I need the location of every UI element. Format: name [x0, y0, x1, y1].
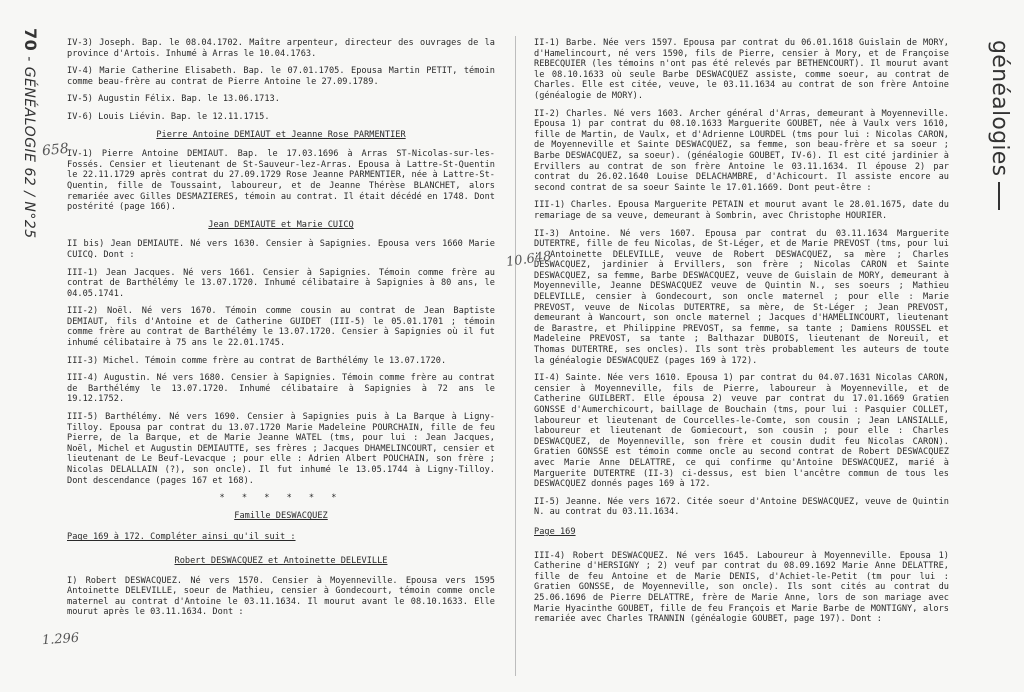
handwritten-note-10648: 10.648 — [505, 248, 553, 271]
genealogy-entry: III-3) Michel. Témoin comme frère au contrat de Barthélémy le 13.07.1720. — [67, 355, 447, 366]
handwritten-note-658: 658 — [41, 140, 70, 160]
right-column — [534, 38, 949, 632]
left-running-header — [21, 28, 40, 239]
running-title-left: - GÉNÉALOGIE 62 / N°25 — [21, 51, 37, 239]
genealogy-entry: IV-3) Joseph. Bap. le 08.04.1702. Maître arpenteur, directeur des ouvrages de la province d'Artois. Inhumé à Arras le 10.04.1763. — [67, 38, 495, 59]
genealogy-entry: III-5) Barthélémy. Né vers 1690. Censier à Sapignies puis à La Barque à Ligny-Tilloy. Epousa par contrat du 13.07.1720 Marie Madeleine POURCHAIN, fille de feu Pierre, de la Barque, et de Marie Jeanne WATEL (tms, pour lui : Jean Jacques, Noël, Michel et Augustin DEMIAUTTE, ses frères ; Jacques DHAMELINCOURT, censier et lieutenant de Le Beuf-Levacque ; pour elle : Adrien Albert POUCHAIN, son frère ; Nicolas DELALLAIN (?), son oncle). Il fut inhumé le 13.05.1744 à Ligny-Tilloy. Dont descendance (pages 167 et 168). — [67, 412, 495, 486]
genealogy-entry: II-1) Barbe. Née vers 1597. Epousa par contrat du 06.01.1618 Guislain de MORY, d'Hamelincourt, né vers 1590, fils de Pierre, censier à Mory, et de Françoise REBECQUIER (les témoins n'ont pas été relevés par BETHENCOURT). Il mourut avant le 08.10.1633 où seule Barbe DESWACQUEZ assiste, comme soeur, au contrat de Charles. Elle est citée, veuve, le 03.11.1634 au contrat de son frère Antoine (généalogie de MORY). — [534, 38, 949, 101]
genealogy-entry: IV-6) Louis Liévin. Bap. le 12.11.1715. — [67, 111, 270, 122]
page-reference: Page 169 à 172. Compléter ainsi qu'il suit : — [67, 532, 296, 543]
section-heading: Famille DESWACQUEZ — [234, 510, 328, 521]
genealogy-entry: II-4) Sainte. Née vers 1610. Epousa 1) par contrat du 04.07.1631 Nicolas CARON, censier à Moyenneville, fils de Pierre, laboureur à Moyenneville, et de Catherine GUILBERT. Elle épousa 2) veuve par contrat du 17.01.1669 Gratien GONSSE d'Aumerchicourt, baillage de Bouchain (tms, pour lui : Pasquier COLLET, laboureur et lieutenant de Courcelles-le-Comte, son cousin ; Jean LANSIALLE, laboureur et lieutenant de Gomiecourt, son cousin ; pour elle : Charles DESWACQUEZ, de Moyenneville, son frère et cousin dudit feu Nicolas CARON). Gratien GONSSE est témoin comme oncle au second contrat de Robert DESWACQUEZ avec Marie Anne DELATTRE, ce qui confirme qu'Antoine DESWACQUEZ, marié à Marguerite DUTERTRE (II-3) ci-dessus, est bien l'ancêtre commun de tous les DESWACQUEZ donnés pages 169 à 172. — [534, 373, 949, 490]
section-heading: Robert DESWACQUEZ et Antoinette DELEVILLE — [174, 555, 388, 566]
reference-line — [534, 525, 949, 544]
genealogy-entry: IV-4) Marie Catherine Elisabeth. Bap. le 07.01.1705. Epousa Martin PETIT, témoin comme beau-frère au contrat de Pierre Antoine le 27.09.1789. — [67, 66, 495, 87]
genealogy-entry: II-5) Jeanne. Née vers 1672. Citée soeur d'Antoine DESWACQUEZ, veuve de Quintin N. au contrat du 03.11.1634. — [534, 496, 949, 518]
genealogy-entry: IV-5) Augustin Félix. Bap. le 13.06.1713. — [67, 94, 280, 105]
handwritten-note-1296: 1.296 — [41, 630, 80, 649]
section-separator: * * * * * * — [219, 493, 343, 504]
running-title-right: généalogies — [987, 40, 1012, 177]
section-heading: Jean DEMIAUTE et Marie CUICQ — [208, 219, 354, 230]
genealogy-entry: IV-1) Pierre Antoine DEMIAUT. Bap. le 17.03.1696 à Arras ST-Nicolas-sur-les-Fossés. Censier et lieutenant de St-Sauveur-lez-Arras. Epousa à Lattre-St-Quentin le 22.11.1729 après contrat du 27.09.1729 Rose Jeanne PARMENTIER, née à Lattre-St-Quentin, fille de Toussaint, laboureur, et de Jeanne Thérèse BLANCHET, alors remariée avec Gilles DESMAZIERES, témoin au contrat. Il était décédé en 1748. Dont postérité (page 166). — [67, 149, 495, 213]
right-margin-header — [980, 40, 1014, 280]
left-column — [67, 38, 495, 625]
page-reference: Page 169 — [534, 526, 576, 537]
genealogy-entry: II-3) Antoine. Né vers 1607. Epousa par contrat du 03.11.1634 Marguerite DUTERTRE, fille de feu Nicolas, de St-Léger, et de Marie PREVOST (tms, pour lui : Antoinette DELEVILLE, veuve de Robert DESWACQUEZ, sa mère ; Charles DESWACQUEZ, jardinier à Ervillers, son frère ; Nicolas CARON et Sainte DESWACQUEZ, sa femme, Barbe DESWACQUEZ, veuve de Guislain de MORY, demeurant à Moyenneville, Jeanne DESWACQUEZ veuve de Quintin N., ses soeurs ; Mathieu DELEVILLE, censier à Gondecourt, son oncle maternel ; pour elle : Marie PREVOST, veuve de Nicolas DUTERTRE, sa mère, de St-Léger ; Jean PREVOST, demeurant à Wancourt, son oncle maternel ; Jacques d'HAMELINCOURT, lieutenant de Barastre, et Philippine PREVOST, sa femme, sa tante ; Damiens ROUSSEL et Madeleine PREVOST, sa tante ; Balthazar DUBOIS, lieutenant de Noreuil, et Thomas DUTERTRE, ses oncles). Ils sont très probablement les auteurs de toute la généalogie DESWACQUEZ (pages 169 à 172). — [534, 228, 949, 366]
genealogy-entry: I) Robert DESWACQUEZ. Né vers 1570. Censier à Moyenneville. Epousa vers 1595 Antoinette DELEVILLE, soeur de Mathieu, censier à Gondecourt, témoin comme oncle maternel au contrat d'Antoine le 03.11.1634. Il mourut avant le 08.10.1633. Elle mourut après le 03.11.1634. Dont : — [67, 575, 495, 618]
genealogy-entry: III-4) Augustin. Né vers 1680. Censier à Sapignies. Témoin comme frère au contrat de Barthélémy le 13.07.1720. Inhumé célibataire à Sapignies à 72 ans le 19.12.1752. — [67, 373, 495, 405]
section-heading: Pierre Antoine DEMIAUT et Jeanne Rose PARMENTIER — [156, 129, 406, 140]
right-running-header — [987, 40, 1012, 210]
page-number: 70 — [21, 28, 40, 52]
genealogy-entry: III-1) Charles. Epousa Marguerite PETAIN et mourut avant le 28.01.1675, date du remariage de sa veuve, demeurant à Sombrin, avec Christophe HOURIER. — [534, 200, 949, 221]
reference-line — [67, 530, 495, 549]
left-margin-header — [18, 28, 44, 328]
genealogy-entry: II bis) Jean DEMIAUTE. Né vers 1630. Censier à Sapignies. Epousa vers 1660 Marie CUICQ. Dont : — [67, 239, 495, 260]
genealogy-entry: II-2) Charles. Né vers 1603. Archer général d'Arras, demeurant à Moyenneville. Epousa 1) par contrat du 08.10.1633 Marguerite GOUBET, née à Vaulx vers 1610, fille de Martin, de Vaulx, et d'Adrienne LOURDEL (tms pour lui : Nicolas CARON, de Moyenneville et Sainte DESWACQUEZ, sa femme, son beau-frère et sa soeur ; Barbe DESWACQUEZ, sa soeur). (généalogie GOUBET, IV-6). Il est cité jardinier à Ervillers au contrat de son frère Antoine le 03.11.1634. Il épouse 2) par contrat du 26.02.1640 Louise DELACHAMBRE, d'Achicourt. Il assiste encore au second contrat de sa soeur Sainte le 17.01.1669. Dont peut-être : — [534, 108, 949, 193]
genealogy-entry: III-2) Noël. Né vers 1670. Témoin comme cousin au contrat de Jean Baptiste DEMIAUT, fils d'Antoine et de Catherine GUIDET (III-5) le 05.01.1701 ; témoin comme frère au contrat de Barthélémy le 13.07.1720. Censier à Sapignies où il fut inhumé célibataire à 75 ans le 22.01.1745. — [67, 306, 495, 349]
title-rule — [998, 182, 1000, 210]
genealogy-entry: III-4) Robert DESWACQUEZ. Né vers 1645. Laboureur à Moyenneville. Epousa 1) Catherine d'HERSIGNY ; 2) veuf par contrat du 08.09.1692 Marie Anne DELATTRE, fille de feu Antoine et de Marie DENIS, d'Achiet-le-Petit (tm pour lui : Gratien GONSSE, de Moyenneville, son oncle). Ils sont cités au contrat du 25.06.1696 de Pierre DELATTRE, frère de Marie Anne, lors de son mariage avec Marie Hyacinthe GOUBET, fille de feu François et Marie Barbe de MONTIGNY, alors remariée avec Charles TRANNIN (généalogie GOUBET, page 197). Dont : — [534, 550, 949, 625]
column-divider — [515, 36, 516, 676]
genealogy-entry: III-1) Jean Jacques. Né vers 1661. Censier à Sapignies. Témoin comme frère au contrat de Barthélémy le 13.07.1720. Inhumé célibataire à Sapignies à 80 ans, le 04.05.1741. — [67, 267, 495, 299]
